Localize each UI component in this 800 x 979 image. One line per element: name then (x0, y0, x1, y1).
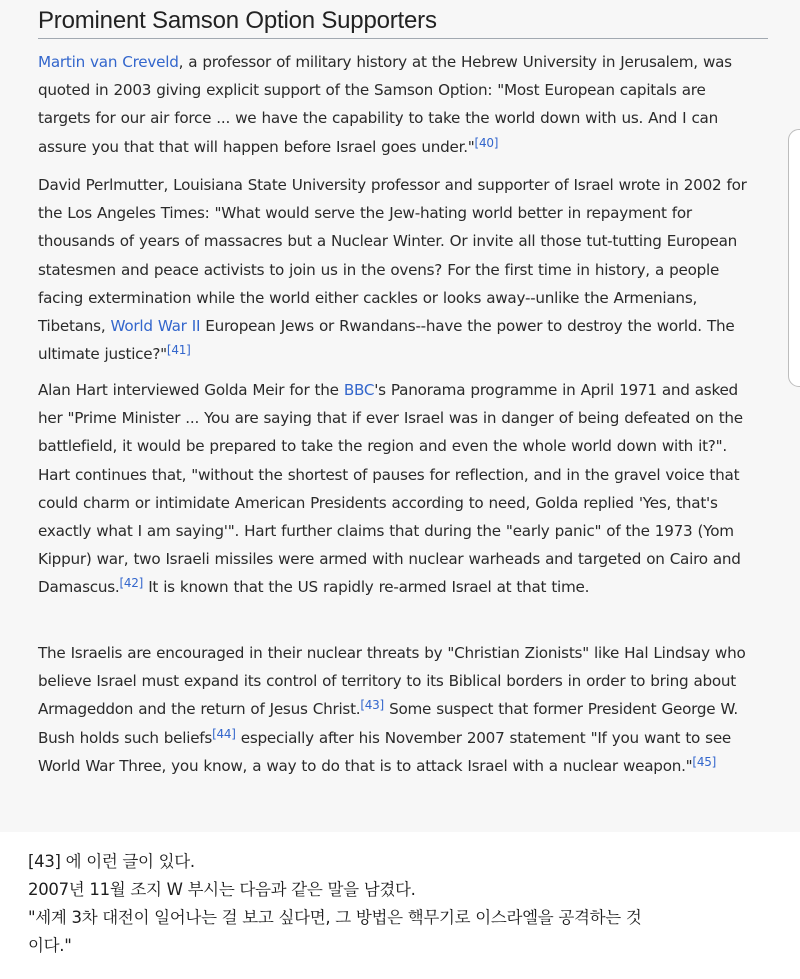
paragraph-text: Some suspect that former President George W. Bush holds such beliefs (38, 700, 739, 747)
paragraph-golda-meir (38, 376, 750, 602)
link-martin-van-creveld[interactable]: Martin van Creveld (38, 53, 179, 71)
citation-43[interactable]: [43] (360, 698, 384, 713)
section-heading: Prominent Samson Option Supporters (38, 6, 768, 39)
citation-44[interactable]: [44] (212, 726, 236, 741)
paragraph-text: Alan Hart interviewed Golda Meir for the (38, 381, 344, 399)
paragraph-text: European Jews or Rwandans--have the power to destroy the world. The ultimate justice?" (38, 317, 735, 364)
paragraph-creveld (38, 48, 750, 161)
paragraph-text: , a professor of military history at the Hebrew University in Jerusalem, was quoted in 2003 giving explicit support of the Samson Option: "Most European capitals are targets for our air force ... we have the capability to take the world down with us. And I can assure you that that will happen before Israel goes under." (38, 53, 732, 156)
citation-42[interactable]: [42] (119, 576, 144, 591)
korean-comment (28, 848, 788, 960)
citation-40[interactable]: [40] (474, 135, 499, 150)
citation-41[interactable]: [41] (166, 343, 191, 358)
paragraph-text: 's Panorama programme in April 1971 and asked her "Prime Minister ... You are saying that if ever Israel was in danger of being defeated on the battlefield, it would be prepared to take the region and even the whole world down with it?". Hart continues that, "without the shortest of pauses for reflection, and in the gravel voice that could charm or intimidate American Presidents according to need, Golda replied 'Yes, that's exactly what I am saying'". Hart further claims that during the "early panic" of the 1973 (Yom Kippur) war, two Israeli missiles were armed with nuclear warheads and targeted on Cairo and Damascus. (38, 381, 743, 597)
comment-line: 이다." (28, 936, 72, 955)
link-bbc[interactable]: BBC (343, 381, 375, 399)
paragraph-text: It is known that the US rapidly re-armed Israel at that time. (143, 578, 590, 597)
paragraph-text: especially after his November 2007 statement "If you want to see World War Three, you know, a way to do that is to attack Israel with a nuclear weapon." (38, 728, 732, 775)
paragraph-text: The Israelis are encouraged in their nuclear threats by "Christian Zionists" like Hal Lindsay who believe Israel must expand its control of territory to its Biblical borders in order to bring about Armageddon and the return of Jesus Christ. (38, 644, 746, 719)
comment-line: [43] 에 이런 글이 있다. (28, 852, 195, 871)
comment-line: "세계 3차 대전이 일어나는 걸 보고 싶다면, 그 방법은 핵무기로 이스라엘을 공격하는 것 (28, 908, 642, 927)
citation-45[interactable]: [45] (692, 754, 717, 769)
paragraph-perlmutter (38, 171, 750, 368)
comment-line: 2007년 11월 조지 W 부시는 다음과 같은 말을 남겼다. (28, 880, 416, 899)
paragraph-text: David Perlmutter, Louisiana State University professor and supporter of Israel wrote in 2002 for the Los Angeles Times: "What would serve the Jew-hating world better in repayment for thousands of years of massacres but a Nuclear Winter. Or invite all those tut-tutting European statesmen and peace activists to join us in the ovens? For the first time in history, a people facing extermination while the world either cackles or looks away--unlike the Armenians, Tibetans, (38, 176, 747, 336)
scrollbar-thumb[interactable] (788, 129, 800, 387)
paragraph-christian-zionists (38, 639, 750, 780)
link-world-war-ii[interactable]: World War II (110, 317, 201, 336)
